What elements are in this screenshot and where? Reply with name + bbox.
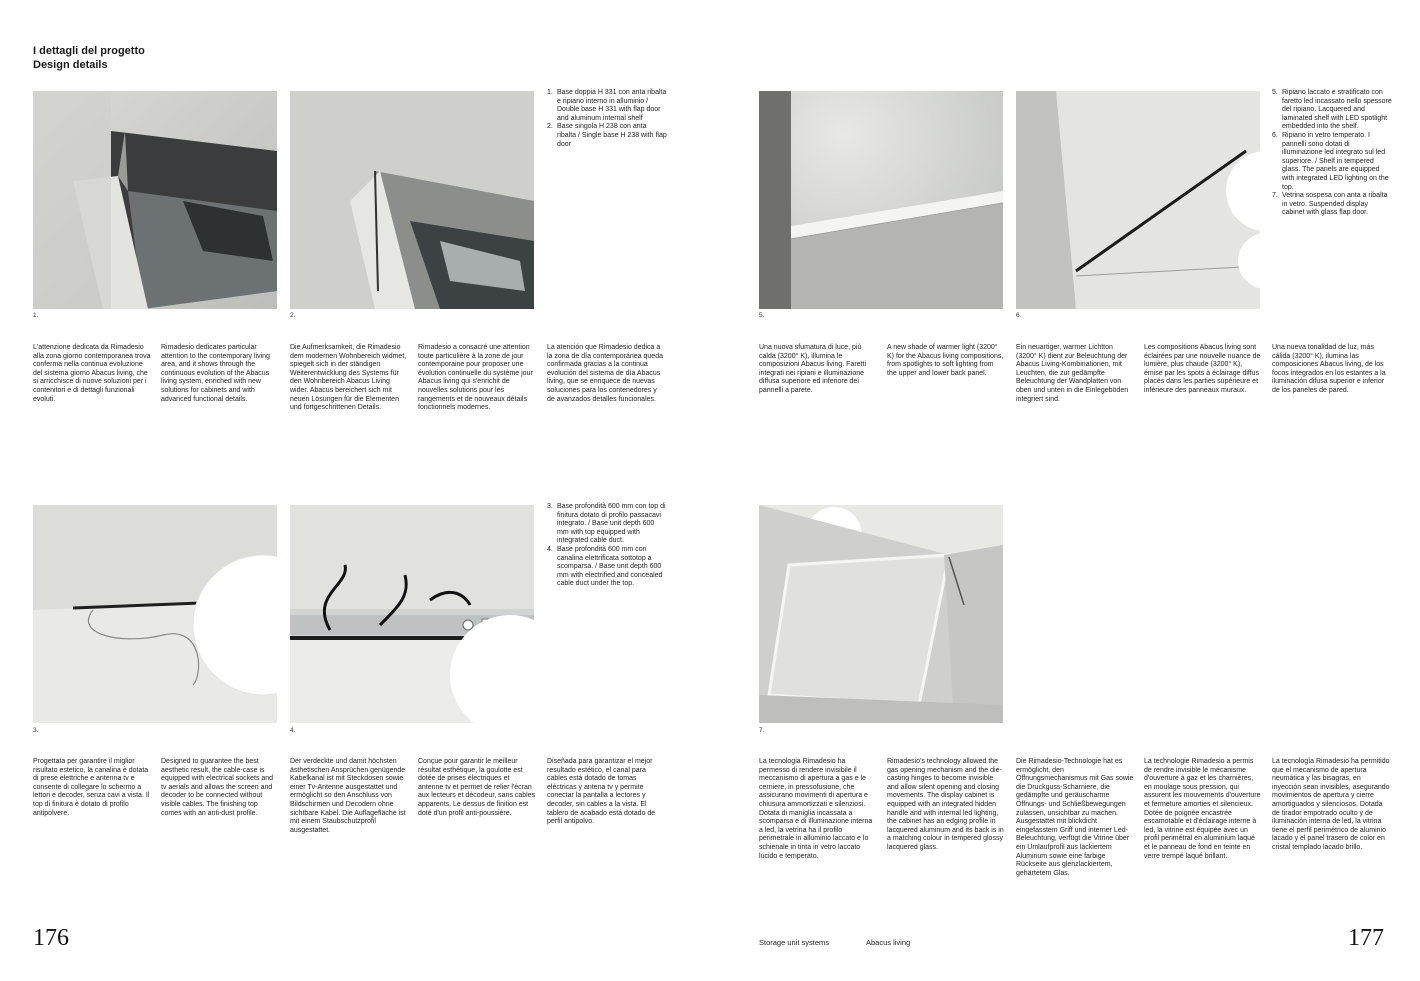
photo-4-caption: 4.	[290, 727, 296, 734]
text-es-left-bottom: Diseñada para garantizar el mejor resultado estético, el canal para cables está dotado de tomas eléctricas y antena tv y permite conectar la pantalla a lectores y decoder, sin cables a la vista. El tablero de acabado está dotado de perfil antipolvo.	[547, 758, 656, 826]
note-item: 4. Base profondità 600 mm con canalina elettrificata sottotop a scomparsa. / Base unit depth 600 mm with electrified and concealed cable duct under the top.	[547, 545, 663, 588]
photo-7-suspended-display-cabinet	[759, 505, 1003, 723]
photo-7-caption: 7.	[759, 727, 765, 734]
text-fr-right-bottom: La technologie Rimadesio a permis de rendre invisible le mécanisme d'ouverture à gaz et les charnières, en moulage sous pression, qui assurent les mouvements d'ouverture et fermeture amorties et silencieux. Dotée de poignée encastrée escamotable et d'éclairage interne à led, la vitrine est équipée avec un profil perimétral en aluminium laqué et le panneau de fond en teinte en verre trempé laqué brillant.	[1144, 758, 1261, 860]
text-it-left-top: L'attenzione dedicata da Rimadesio alla zona giorno contemporanea trova conferma nella continua evoluzione del sistema giorno Abacus living, che si arricchisce di nuove soluzioni per i contenitori e di dettagli funzionali evoluti.	[33, 344, 151, 403]
text-en-right-top: A new shade of warmer light (3200° K) for the Abacus living compositions, from spotlights to soft lighting from the upper and lower back panel.	[887, 344, 1004, 377]
photo-1-flap-door-open	[33, 91, 277, 309]
text-es-right-bottom: La tecnología Rimadesio ha permitido que el mecanismo de apertura neumática y las bisagras, en inyección sean invisibles, asegurando movimientos de apertura y cierre amortiguados y silenciosos. Dotada de tirador empotrado oculto y de iluminación interna de led, la vitrina tiene el perfil perimétrico de aluminio lacado y el panel trasero de color en cristal templado lacado brillo.	[1272, 758, 1390, 851]
heading-italian: I dettagli del progetto	[33, 45, 145, 57]
text-de-right-top: Ein neuartiger, warmer Lichtton (3200° K) dient zur Beleuchtung der Abacus Living-Kombinationen, mit Leuchten, die zur gedämpfte Beleuchtung der Wandplatten von oben und unten in die Einlegeböden integriert sind.	[1016, 344, 1129, 403]
page-number-left: 176	[33, 925, 69, 951]
notes-top-left	[547, 89, 667, 149]
notes-top-right	[1272, 89, 1392, 218]
notes-bottom-left	[547, 503, 667, 589]
text-fr-right-top: Les compositions Abacus living sont éclairées par une nouvelle nuance de lumière, plus chaude (3200° K), émise par les spots à éclairage diffus placés dans les parties supérieure et inférieure des panneaux muraux.	[1144, 344, 1261, 394]
text-en-left-bottom: Designed to guarantee the best aesthetic result, the cable-case is equipped with electrical sockets and tv aerials and allows the screen and decoder to be connected without visible cables. The finishing top comes with an anti-dust profile.	[161, 758, 274, 817]
photo-2-caption: 2.	[290, 312, 296, 319]
note-item: 7. Vetrina sospesa con anta a ribalta in vetro. Suspended display cabinet with glass flap door.	[1272, 192, 1388, 217]
text-fr-left-bottom: Conçue pour garantir le meilleur résultat esthétique, la goulotte est dotée de prises électriques et antenne tv et permet de relier l'écran aux lecteurs et décodeur, sans cables apparents. Le dessus de finition est doté d'un profil anti-poussière.	[418, 758, 536, 817]
text-it-left-bottom: Progettata per garantire il miglior risultato estetico, la canalina è dotata di prese elettriche e antenna tv e consente di collegare lo schermo a lettori e decoder, senza cavi a vista. Il top di finitura è dotato di profilo antipolvere.	[33, 758, 150, 817]
photo-5-caption: 5.	[759, 312, 765, 319]
text-de-right-bottom: Die Rimadesio-Technologie hat es ermöglicht, den Öffnungsmechanismus mit Gas sowie die Druckguss-Scharniere, die gedämpfte und geräuscharme Öffnungs- und Schließbewegungen zulassen, unsichtbar zu machen. Ausgestattet mit blickdicht eingefasstem Griff und interner Led-Beleuchtung, verfügt die Vitrine über ein Umlaufprofil aus lackiertem Aluminum sowie eine farbige Rückseite aus glenzlackiertem, gehärtetem Glas.	[1016, 758, 1134, 877]
text-de-left-top: Die Aufmerksamkeit, die Rimadesio dem modernen Wohnbereich widmet, spiegelt sich in der ständigen Weiterentwicklung des Systems für den Wohnbereich Abacus Living wider. Abacus bereichert sich mit neuen Lösungen für die Elementen und fortgeschrittenen Details.	[290, 344, 407, 412]
photo-4-electrified-cable-duct	[290, 505, 534, 723]
footer-section: Storage unit systems	[759, 938, 830, 947]
photo-6-caption: 6.	[1016, 312, 1022, 319]
photo-3-cable-duct-top	[33, 505, 277, 723]
photo-6-tempered-glass-shelf	[1016, 91, 1260, 309]
text-it-right-top: Una nuova sfumatura di luce, più calda (3200° K), illumina le composizioni Abacus living. Faretti integrati nei ripiani e illuminazione diffusa superiore ed inferiore dei pannelli a parete.	[759, 344, 866, 394]
photo-2-single-base-flap	[290, 91, 534, 309]
photo-5-led-shelf	[759, 91, 1003, 309]
photo-1-caption: 1.	[33, 312, 39, 319]
heading-english: Design details	[33, 59, 108, 71]
footer-product: Abacus living	[866, 938, 911, 947]
note-item: 3. Base profondità 600 mm con top di finitura dotato di profilo passacavi integrato. / Base unit depth 600 mm with top equipped with integrated cable duct.	[547, 503, 666, 545]
text-en-left-top: Rimadesio dedicates particular attention to the contemporary living area, and it shows through the continuous evolution of the Abacus living system, enriched with new solutions for cabinets and with advanced functional details.	[161, 344, 270, 403]
note-item: 6. Ripiano in vetro temperato. I pannelli sono dotati di illuminazione led integrato sul led superiore. / Shelf in tempered glass. The panels are equipped with integrated LED lighting on the top.	[1272, 131, 1389, 191]
text-fr-left-top: Rimadesio a consacré une attention toute particulière à la zone de jour contemporaine pour proposer une évolution continuelle du système jour Abacus living qui s'enrichit de nouvelles solutions pour les rangements et de nouveaux détails fonctionnels modernes.	[418, 344, 533, 412]
text-en-right-bottom: Rimadesio's technology allowed the gas opening mechanism and the die-casting hinges to become invisible and allow silent opening and closing movements. The display cabinet is equipped with an integrated hidden handle and with internal led lighting, the cabinet has an edging profile in lacquered aluminum and its back is in a matching colour in tempered glossy lacquered glass.	[887, 758, 1004, 851]
text-de-left-bottom: Der verdeckte und damit höchsten ästhetischen Ansprüchen genügende Kabelkanal ist mit Steckdosen sowie einer Tv-Antenne ausgestattet und ermöglicht so den Anschluss von Bildschirmen und Decodern ohne sichtbare Kabel. Die Auflagefläche ist mit einem Staubschutzprofil ausgestattet.	[290, 758, 406, 834]
note-item: 2. Base singola H 238 con anta ribalta / Single base H 238 with flap door	[547, 123, 667, 148]
text-it-right-bottom: La tecnologia Rimadesio ha permesso di rendere invisibile il meccanismo di apertura a gas e le cerniere, in pressofusione, che assicurano movimenti di apertura e chiusura ammortizzati e silenziosi. Dotata di maniglia incassata a scomparsa e di illuminazione interna a led, la vetrina ha il profilo perimetrale in alluminio laccato e lo schienale in tinta in vetro laccato lucido e temperato.	[759, 758, 873, 860]
page-heading	[33, 44, 145, 72]
page-number-right: 177	[1348, 925, 1384, 951]
note-item: 1. Base doppia H 331 con anta ribalta e ripiano interno in alluminio / Double base H 331 with flap door and aluminum internal shelf	[547, 89, 667, 122]
photo-3-caption: 3.	[33, 727, 39, 734]
text-es-left-top: La atención que Rimadesio dedica a la zona de día contemporánea queda confirmada gracias a la continua evolución del sistema de día Abacus living, que se enriquece de nuevas soluciones para los contenedores y de avanzados detalles funcionales.	[547, 344, 663, 403]
text-es-right-top: Una nueva tonalidad de luz, más cálida (3200° K), ilumina las composiciones Abacus living, de los focos integrados en los estantes a la iluminación difusa superior e inferior de los paneles de pared.	[1272, 344, 1386, 394]
note-item: 5. Ripiano laccato e stratificato con faretto led incassato nello spessore del ripiano. Lacquered and laminated shelf with LED spotlight embedded into the shelf.	[1272, 89, 1392, 131]
